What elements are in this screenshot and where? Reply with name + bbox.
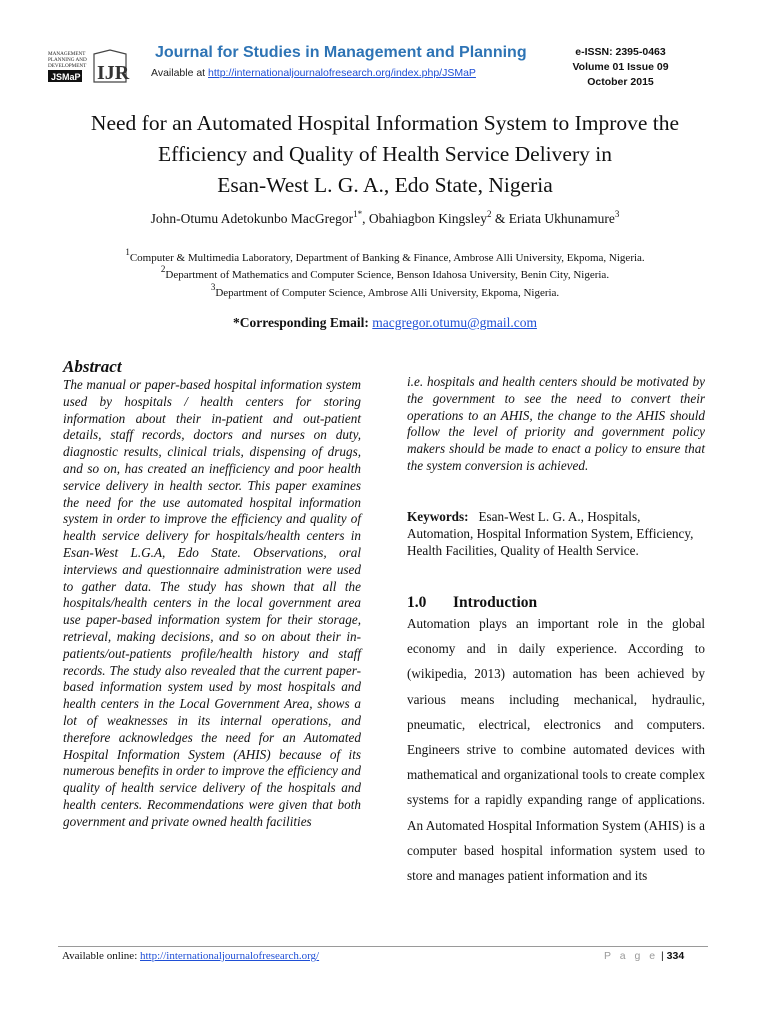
- page-number-block: [604, 950, 684, 962]
- section-number: 1.0: [407, 594, 427, 611]
- affiliation-text: Department of Mathematics and Computer Science, Benson Idahosa University, Benin City, Nigeria.: [165, 269, 610, 281]
- page-separator: |: [658, 950, 667, 962]
- issue-date: October 2015: [587, 76, 654, 88]
- affiliation: [40, 264, 730, 281]
- logo-mark: JSMaP: [51, 72, 81, 82]
- affiliation-sup: 1: [125, 247, 130, 257]
- keywords: [407, 508, 705, 559]
- issn-block: [548, 45, 693, 90]
- keywords-text: Esan-West L. G. A., Hospitals, Automation, Hospital Information System, Efficiency, Health Facilities, Quality of Health Service.: [407, 509, 694, 558]
- logo-text-line: PLANNING AND: [48, 57, 87, 63]
- affiliation: [40, 282, 730, 299]
- affiliation-text: Computer & Multimedia Laboratory, Department of Banking & Finance, Ambrose Alli University, Ekpoma, Nigeria.: [129, 252, 645, 264]
- footer-url-link[interactable]: http://internationaljournalofresearch.org/: [140, 950, 320, 962]
- paper-title: [40, 108, 730, 201]
- email-link[interactable]: macgregor.otumu@gmail.com: [372, 315, 537, 330]
- keywords-label: Keywords:: [407, 509, 469, 524]
- logo-text-line: DEVELOPMENT: [48, 63, 87, 69]
- volume-issue: Volume 01 Issue 09: [572, 61, 669, 73]
- affiliation: [40, 247, 730, 264]
- abstract-text-right: i.e. hospitals and health centers should be motivated by the government to see the need to convert their operations to an AHIS, the change to the AHIS should follow the level of priority and government policy makers should be made to enact a policy to ensure that the system conversion is achieved.: [407, 374, 705, 473]
- section-heading-introduction: [407, 594, 537, 612]
- author-separator: ,: [362, 211, 369, 226]
- abstract-heading: Abstract: [63, 357, 122, 376]
- issn: e-ISSN: 2395-0463: [575, 46, 666, 58]
- abstract-text-left: The manual or paper-based hospital information system used by hospitals / health centers for storing information about their in-patient and out-patient details, staff records, doctors and nurses on duty, diagnostic results, clinical trials, dispensing of drugs, and so on, has created an inefficiency and poor health service delivery in health sector. This paper examines the need for the use automated hospital information system in order to improve the efficiency and quality of health service delivery for hospitals/health centers in Esan-West L.G.A, Edo State. Observations, oral interviews and questionnaire administration were used to gather data. The study has shown that all the hospitals/health centers in the local government area use paper-based information system for their storage, retrieval, making decisions, and so on about their in-patients/out-patients profile/health history and staff records. The study also revealed that the current paper-based information system used by most hospitals and health centers in the Local Government Area, shows a lot of weaknesses in its internal operations, and therefore acknowledges the need for an Automated Hospital Information System (AHIS) because of its numerous benefits in order to improve the efficiency and quality of health service delivery of the hospitals and health centers. Recommendations were given that both government and private owned health facilities: [63, 377, 361, 829]
- logo-initials: IJR: [97, 62, 130, 84]
- title-line: Efficiency and Quality of Health Service Delivery in: [158, 142, 612, 166]
- author-name: Eriata Ukhunamure: [508, 211, 615, 226]
- affiliation-sup: 2: [160, 264, 166, 274]
- page-label: P a g e: [604, 950, 659, 962]
- logo-text-line: MANAGEMENT: [48, 51, 86, 57]
- title-line: Need for an Automated Hospital Information System to Improve the: [90, 111, 680, 135]
- journal-title: Journal for Studies in Management and Planning: [155, 44, 527, 61]
- introduction-text: Automation plays an important role in the global economy and in daily experience. According to (wikipedia, 2013) automation has been achieved by various means including mechanical, hydraulic, pneumatic, electrical, electronics and computers. Engineers strive to combine automated devices with mathematical and organizational tools to create complex systems for a rapidly expanding range of applications. An Automated Hospital Information System (AHIS) is a computer based hospital information system used to store and manages patient information and its: [407, 616, 705, 884]
- footer-available-label: Available online:: [62, 950, 140, 962]
- author-sup: 1*: [353, 209, 363, 219]
- corresponding-label: *Corresponding Email:: [233, 315, 373, 330]
- journal-url-link[interactable]: http://internationaljournalofresearch.org/index.php/JSMaP: [208, 67, 476, 79]
- author-name: Obahiagbon Kingsley: [368, 211, 487, 226]
- author-list: [40, 211, 730, 227]
- author-sup: 2: [486, 209, 492, 219]
- footer-divider: [58, 946, 708, 947]
- corresponding-email: [40, 315, 730, 331]
- section-title: Introduction: [453, 594, 538, 611]
- footer-availability: [62, 950, 319, 962]
- author-name: John-Otumu Adetokunbo MacGregor: [150, 211, 354, 226]
- title-line: Esan-West L. G. A., Edo State, Nigeria: [217, 173, 553, 197]
- journal-availability: [151, 67, 476, 79]
- author-sup: 3: [614, 209, 620, 219]
- affiliation-text: Department of Computer Science, Ambrose Alli University, Ekpoma, Nigeria.: [215, 287, 560, 299]
- page-number: 334: [666, 950, 685, 962]
- author-separator: &: [491, 211, 509, 226]
- availability-prefix: Available at: [151, 67, 209, 79]
- journal-logo: [48, 48, 130, 84]
- affiliation-sup: 3: [210, 282, 216, 292]
